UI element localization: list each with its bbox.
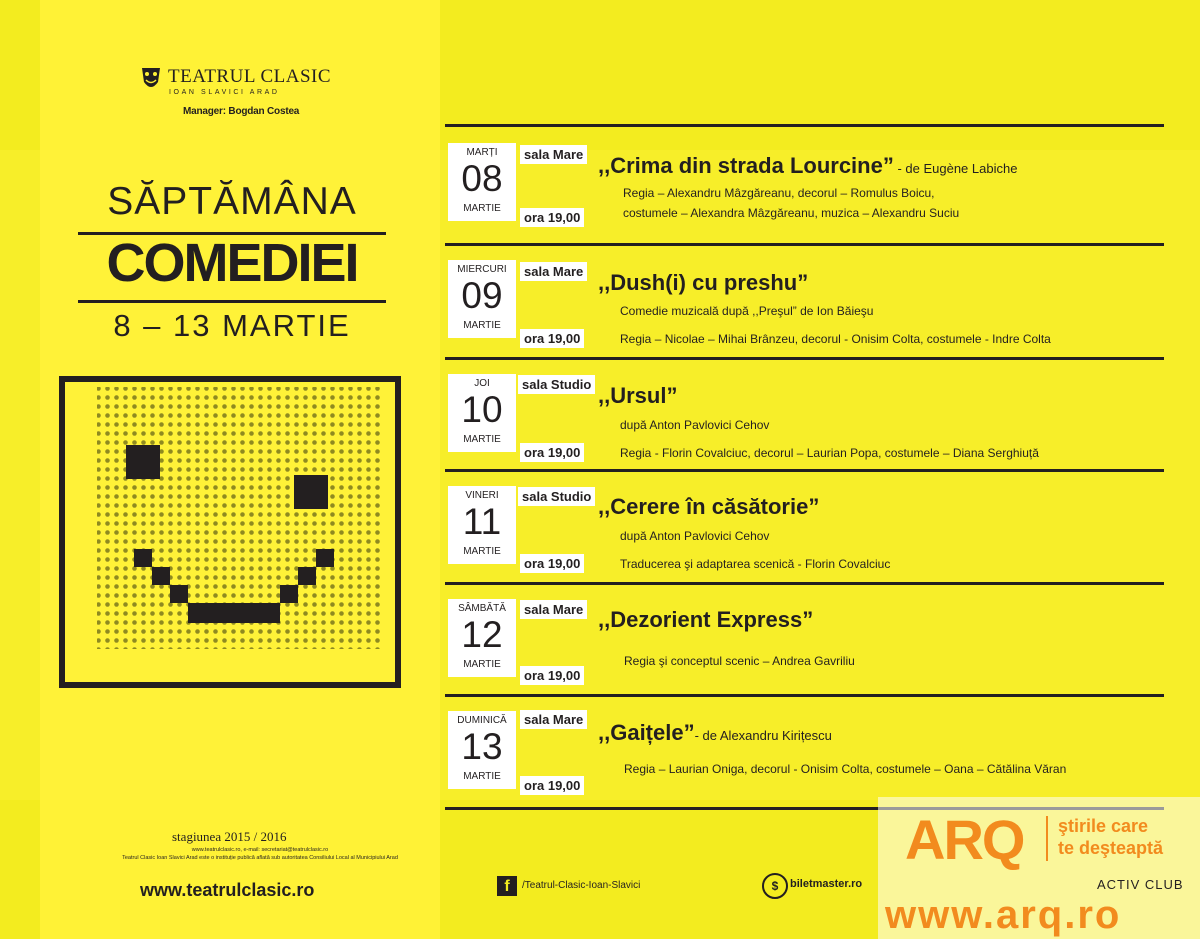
contact-line2: Teatrul Clasic Ioan Slavici Arad este o instituție publică aflată sub autoritatea Consiliului Local al Municipiului Arad	[122, 855, 398, 861]
event-divider	[445, 582, 1164, 585]
event-credit: Regia – Alexandru Mâzgăreanu, decorul – Romulus Boicu,	[623, 186, 935, 200]
contact-info	[120, 846, 400, 862]
pixel-smiley-icon	[58, 375, 406, 691]
festival-title-line2: COMEDIEI	[106, 233, 358, 293]
watermark-url[interactable]: www.arq.ro	[885, 893, 1122, 937]
event-author: - de Eugène Labiche	[893, 161, 1018, 176]
weekday: MIERCURI	[457, 264, 507, 275]
event-title	[598, 494, 819, 520]
facebook-link[interactable]: /Teatrul-Clasic-Ioan-Slavici	[522, 880, 641, 891]
venue-label: sala Mare	[520, 145, 587, 164]
venue-label: sala Mare	[520, 600, 587, 619]
venue-label: sala Studio	[518, 375, 595, 394]
watermark-divider	[1046, 816, 1048, 861]
contact-line1: www.teatrulclasic.ro, e-mail: secretariat@teatrulclasic.ro	[191, 847, 329, 853]
day-number: 09	[461, 275, 503, 316]
theatre-name: TEATRUL CLASIC	[168, 66, 332, 87]
month: MARTIE	[463, 434, 501, 445]
event-name: ,,Gaițele”	[598, 720, 695, 745]
event-name: ,,Crima din strada Lourcine”	[598, 153, 894, 178]
date-box	[448, 711, 516, 789]
event-credit: Comedie muzicală după ,,Preşul” de Ion Băieşu	[620, 304, 874, 318]
event-credit: Regia – Nicolae – Mihai Brânzeu, decorul - Onisim Colta, costumele - Indre Colta	[620, 332, 1051, 346]
time-label: ora 19,00	[520, 329, 584, 348]
time-label: ora 19,00	[520, 554, 584, 573]
watermark-tagline-1: ştirile care	[1058, 816, 1149, 836]
event-name: ,,Cerere în căsătorie”	[598, 494, 820, 519]
month: MARTIE	[463, 546, 501, 557]
biletmaster-link[interactable]: biletmaster.ro	[790, 878, 863, 890]
event-title	[598, 270, 808, 296]
weekday: JOI	[474, 378, 490, 389]
day-number: 13	[461, 726, 503, 767]
biletmaster-icon[interactable]: $	[762, 873, 788, 899]
event-name: ,,Ursul”	[598, 383, 678, 408]
venue-label: sala Studio	[518, 487, 595, 506]
time-label: ora 19,00	[520, 208, 584, 227]
website-link[interactable]: www.teatrulclasic.ro	[140, 880, 315, 900]
time-label: ora 19,00	[520, 776, 584, 795]
day-number: 11	[462, 501, 502, 542]
time-label: ora 19,00	[520, 666, 584, 685]
month: MARTIE	[463, 771, 501, 782]
month: MARTIE	[463, 320, 501, 331]
weekday: DUMINICĂ	[457, 715, 507, 726]
date-box	[448, 143, 516, 221]
event-divider	[445, 124, 1164, 127]
event-credit: Regia – Laurian Oniga, decorul - Onisim Colta, costumele – Oana – Cătălina Văran	[624, 762, 1067, 776]
day-number: 08	[461, 158, 503, 199]
theatre-subtitle: IOAN SLAVICI ARAD	[169, 89, 280, 96]
event-title	[598, 720, 832, 746]
date-box	[448, 599, 516, 677]
weekday: MARȚI	[466, 147, 498, 158]
event-title	[598, 153, 1017, 179]
event-credit: după Anton Pavlovici Cehov	[620, 529, 770, 543]
month: MARTIE	[463, 659, 501, 670]
event-divider	[445, 694, 1164, 697]
date-box	[448, 260, 516, 338]
festival-dates: 8 – 13 MARTIE	[113, 308, 351, 343]
event-credit: costumele – Alexandra Mâzgăreanu, muzica – Alexandru Suciu	[623, 206, 960, 220]
event-divider	[445, 243, 1164, 246]
event-credit: Regia şi conceptul scenic – Andrea Gavriliu	[624, 654, 855, 668]
event-credit: Regia - Florin Covalciuc, decorul – Laurian Popa, costumele – Diana Serghiuță	[620, 446, 1039, 460]
date-box	[448, 374, 516, 452]
event-divider	[445, 469, 1164, 472]
theatre-mask-icon	[140, 66, 162, 96]
day-number: 10	[461, 389, 503, 430]
venue-label: sala Mare	[520, 262, 587, 281]
event-divider	[445, 357, 1164, 360]
weekday: VINERI	[465, 490, 499, 501]
facebook-icon[interactable]: f	[497, 876, 517, 896]
manager-credit: Manager: Bogdan Costea	[183, 106, 300, 117]
month: MARTIE	[463, 203, 501, 214]
festival-title-line1: SĂPTĂMÂNA	[107, 180, 357, 223]
weekday: SÂMBĂTĂ	[458, 603, 506, 614]
event-title	[598, 607, 813, 633]
day-number: 12	[461, 614, 503, 655]
title-divider-bottom	[78, 300, 386, 303]
event-title	[598, 383, 677, 409]
event-name: ,,Dezorient Express”	[598, 607, 814, 632]
time-label: ora 19,00	[520, 443, 584, 462]
activ-club-label: ACTIV CLUB	[1097, 877, 1184, 892]
venue-label: sala Mare	[520, 710, 587, 729]
event-author: - de Alexandru Kirițescu	[694, 728, 832, 743]
event-credit: după Anton Pavlovici Cehov	[620, 418, 770, 432]
season: stagiunea 2015 / 2016	[172, 829, 287, 844]
event-credit: Traducerea şi adaptarea scenică - Florin Covalciuc	[620, 557, 891, 571]
event-name: ,,Dush(i) cu preshu”	[598, 270, 809, 295]
date-box	[448, 486, 516, 564]
watermark-tagline-2: te deşteaptă	[1058, 838, 1164, 858]
arq-logo: ARQ	[905, 808, 1024, 871]
